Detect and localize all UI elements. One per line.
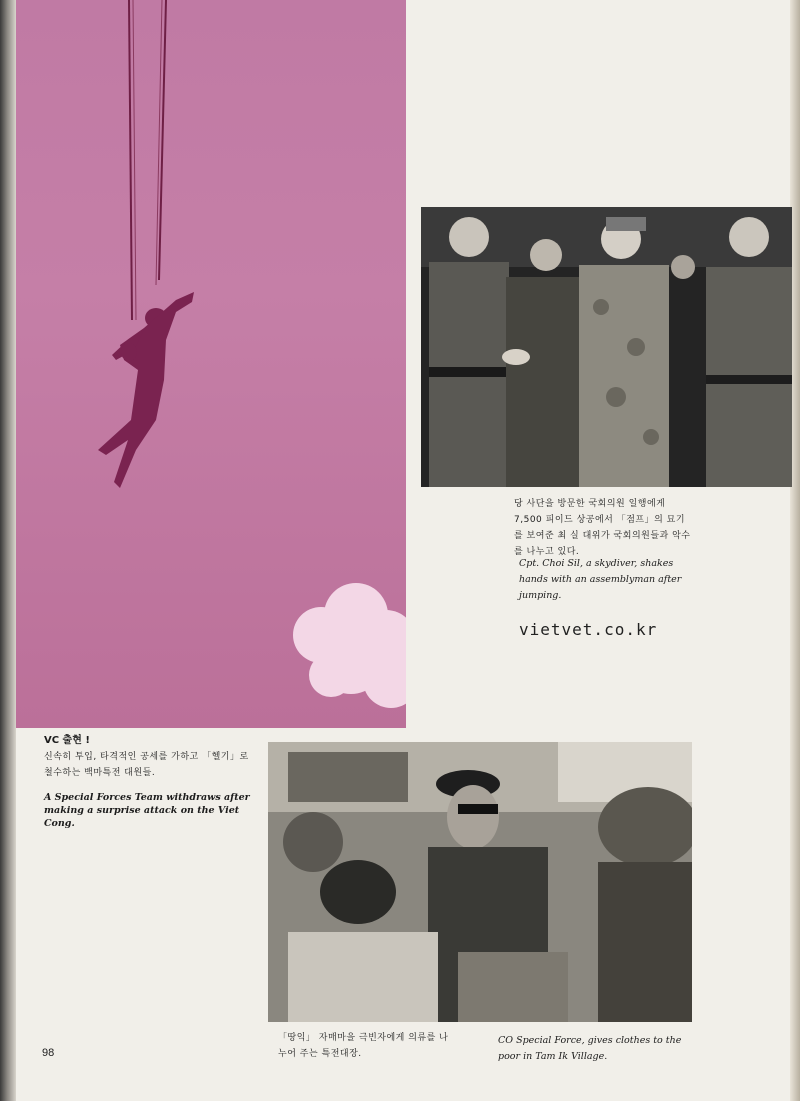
- bottom-left-caption: [278, 1030, 453, 1062]
- top-caption-korean-text: 당 사단을 방문한 국회의원 일행에게 7,500 피이드 상공에서 「점프」의 묘기를 보여준 최 실 대위가 국회의원들과 악수를 나누고 있다.: [514, 499, 691, 557]
- left-caption-korean: 신속히 투입, 타격적인 공세를 가하고 「헬기」로 철수하는 백마특전 대원들.: [44, 752, 249, 778]
- left-caption: [44, 733, 259, 830]
- watermark-url: vietvet.co.kr: [519, 620, 658, 639]
- bottom-right-caption: [498, 1033, 688, 1065]
- helicopter-extraction-photo: [16, 0, 406, 728]
- top-caption-english: [519, 556, 697, 604]
- top-caption-korean: [514, 496, 694, 560]
- page-number: 98: [42, 1047, 55, 1059]
- page-edge: [790, 0, 800, 1101]
- handshake-scene: [421, 207, 792, 487]
- cloud-shape: [281, 575, 406, 715]
- top-caption-english-text: Cpt. Choi Sil, a skydiver, shakes hands with an assemblyman after jumping.: [519, 558, 682, 601]
- left-caption-heading: VC 출현 !: [44, 735, 90, 746]
- clothes-distribution-photo: [268, 742, 692, 1022]
- bottom-left-caption-korean: 「땅익」 자매마을 극빈자에게 의류를 나누어 주는 특전대장.: [278, 1033, 449, 1059]
- book-spine: [0, 0, 16, 1101]
- handshake-photo: [421, 207, 792, 487]
- clothes-distribution-scene: [268, 742, 692, 1022]
- left-caption-english: A Special Forces Team withdraws after making a surprise attack on the Viet Cong.: [44, 792, 250, 829]
- bottom-right-caption-english: CO Special Force, gives clothes to the poor in Tam Ik Village.: [498, 1035, 682, 1062]
